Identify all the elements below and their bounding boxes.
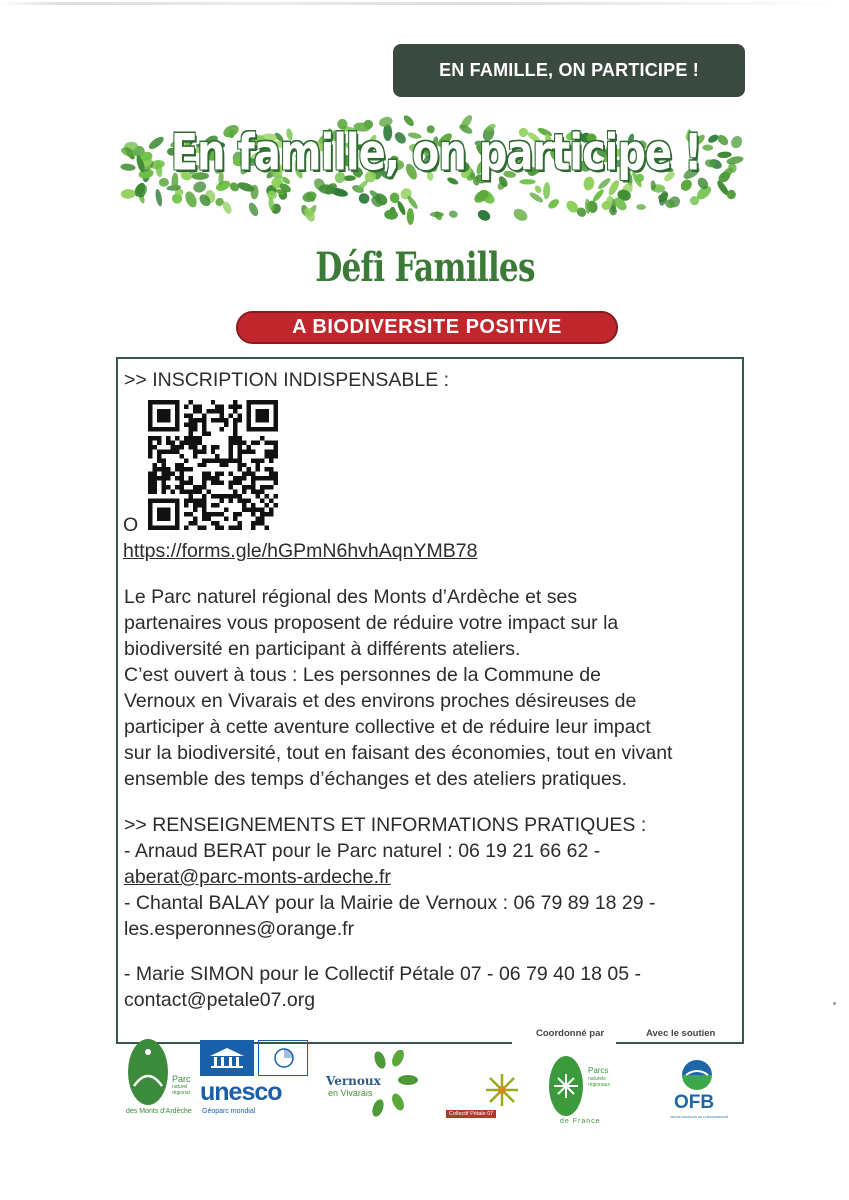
contact-marie: - Marie SIMON pour le Collectif Pétale 07 - 06 79 40 18 05 - <box>124 963 641 985</box>
description-line: biodiversité en participant à différents ateliers. <box>124 638 521 660</box>
email-marie[interactable]: contact@petale07.org <box>124 989 316 1011</box>
description-line: partenaires vous proposent de réduire votre impact sur la <box>124 612 619 634</box>
description-line: participer à cette aventure collective et de réduire leur impact <box>124 716 651 738</box>
description-line: Le Parc naturel régional des Monts d’Ardèche et ses <box>124 586 578 608</box>
scan-speck <box>833 1002 836 1005</box>
unesco-logo: unesco Géoparc mondial <box>200 1040 312 1120</box>
vernoux-logo: Vernoux en Vivarais <box>326 1050 422 1120</box>
contacts-heading: >> RENSEIGNEMENTS ET INFORMATIONS PRATIQUES : <box>124 814 647 836</box>
scan-edge <box>0 2 849 5</box>
ofb-logo: OFB OFFICE FRANÇAIS DE LA BIODIVERSITÉ <box>670 1058 726 1128</box>
description-line: C’est ouvert à tous : Les personnes de la Commune de <box>124 664 601 686</box>
description-line: ensemble des temps d’échanges et des ateliers pratiques. <box>124 768 627 790</box>
defi-familles-title: Défi Familles <box>315 244 535 291</box>
unesco-wordmark: unesco <box>200 1078 282 1106</box>
description-line: Vernoux en Vivarais et des environs proches désireuses de <box>124 690 637 712</box>
pnr-ardeche-logo: Parc naturel régional des Monts d’Ardèche <box>124 1036 194 1122</box>
parcs-france-logo: Parcs naturels régionaux de France <box>548 1054 618 1126</box>
biodiversite-pill: A BIODIVERSITE POSITIVE <box>236 311 618 344</box>
description-line: sur la biodiversité, tout en faisant des économies, tout en vivant <box>124 742 673 764</box>
registration-link[interactable]: https://forms.gle/hGPmN6hvhAqnYMB78 <box>123 540 478 562</box>
contact-chantal: - Chantal BALAY pour la Mairie de Vernoux : 06 79 89 18 29 - <box>124 892 656 914</box>
coordonne-caption: Coordonné par <box>536 1028 605 1039</box>
qr-code[interactable] <box>146 400 280 530</box>
petale-logo: Collectif Pétale 07 <box>446 1072 522 1122</box>
qr-prefix: O <box>123 514 139 536</box>
email-chantal[interactable]: les.esperonnes@orange.fr <box>124 918 355 940</box>
email-arnaud-link[interactable]: aberat@parc-monts-ardeche.fr <box>124 866 391 888</box>
leaf-banner <box>118 108 754 230</box>
banner-title: En famille, on participe ! <box>170 124 702 182</box>
top-badge: EN FAMILLE, ON PARTICIPE ! <box>393 44 745 97</box>
contact-arnaud: - Arnaud BERAT pour le Parc naturel : 06 19 21 66 62 - <box>124 840 601 862</box>
soutien-caption: Avec le soutien <box>646 1028 716 1039</box>
inscription-heading: >> INSCRIPTION INDISPENSABLE : <box>124 369 450 391</box>
